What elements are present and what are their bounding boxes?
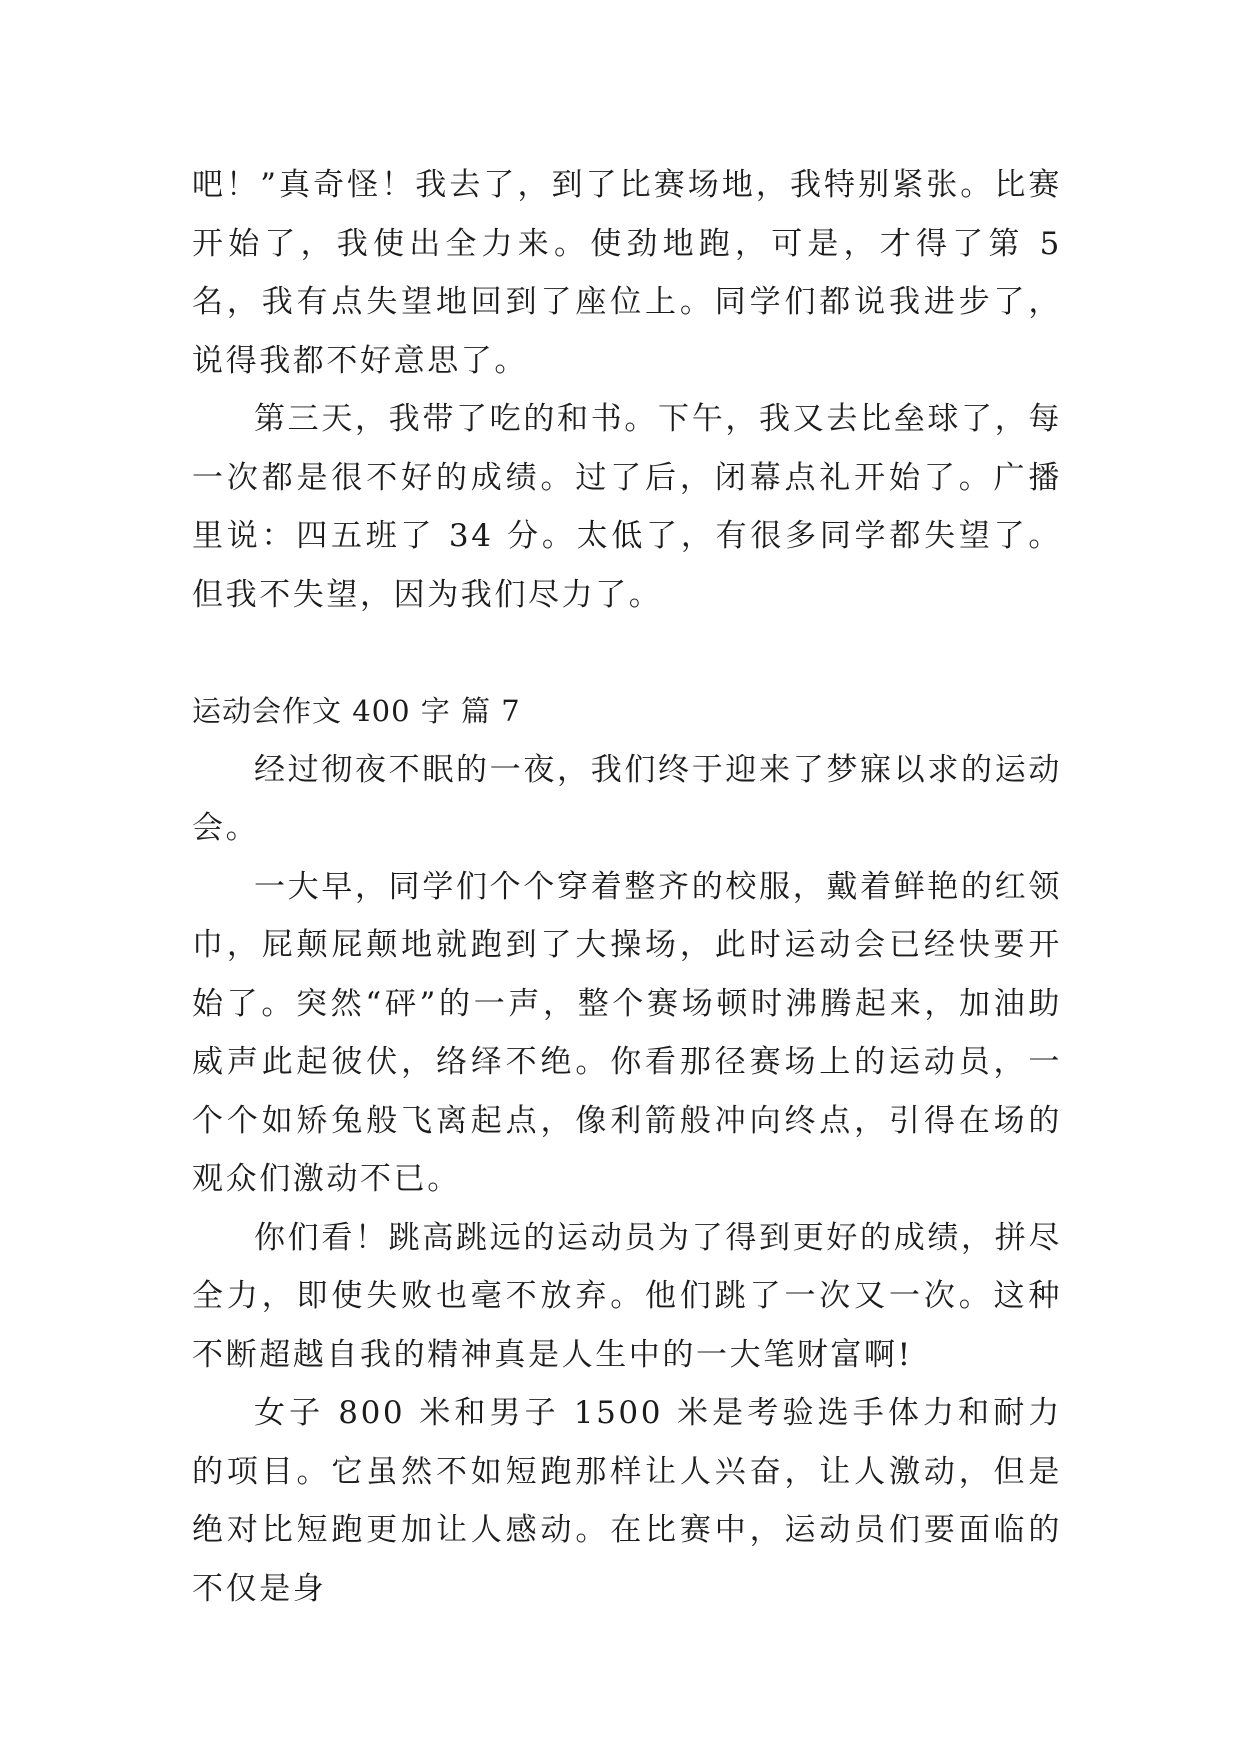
paragraph-continued: 吧！”真奇怪！我去了，到了比赛场地，我特别紧张。比赛开始了，我使出全力来。使劲地跑，可是，才得了第 5 名，我有点失望地回到了座位上。同学们都说我进步了，说得我都不好意思了。: [192, 167, 1062, 379]
paragraph: 一大早，同学们个个穿着整齐的校服，戴着鲜艳的红领巾，屁颠屁颠地就跑到了大操场，此时运动会已经快要开始了。突然“砰”的一声，整个赛场顿时沸腾起来，加油助威声此起彼伏，络绎不绝。你看那径赛场上的运动员，一个个如矫兔般飞离起点，像利箭般冲向终点，引得在场的观众们激动不已。: [192, 868, 1062, 1197]
paragraph: 女子 800 米和男子 1500 米是考验选手体力和耐力的项目。它虽然不如短跑那样让人兴奋，让人激动，但是绝对比短跑更加让人感动。在比赛中，运动员们要面临的不仅是身: [192, 1395, 1062, 1607]
paragraph: 经过彻夜不眠的一夜，我们终于迎来了梦寐以求的运动会。: [192, 751, 1062, 846]
section-title: 运动会作文 400 字 篇 7: [192, 694, 521, 728]
document-body: [192, 156, 1062, 1618]
paragraph: 你们看！跳高跳远的运动员为了得到更好的成绩，拼尽全力，即使失败也毫不放弃。他们跳了一次又一次。这种不断超越自我的精神真是人生中的一大笔财富啊!: [192, 1219, 1062, 1373]
paragraph: 第三天，我带了吃的和书。下午，我又去比垒球了，每一次都是很不好的成绩。过了后，闭幕点礼开始了。广播里说：四五班了 34 分。太低了，有很多同学都失望了。但我不失望，因为我们尽力了。: [192, 401, 1062, 613]
